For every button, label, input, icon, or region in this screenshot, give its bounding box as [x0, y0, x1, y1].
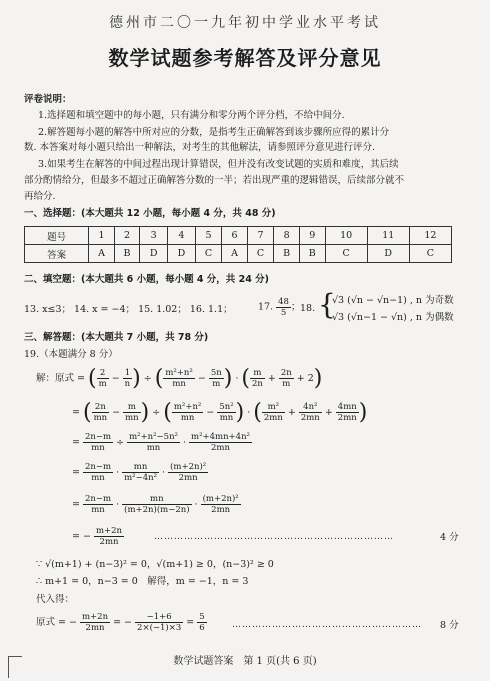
table-row-label: 题号 — [25, 227, 89, 245]
note-2a: 2.解答题每小题的解答中所对应的分数，是指考生正确解答到该步骤所应得的累计分 — [38, 127, 390, 138]
table-cell: C — [409, 245, 451, 263]
substitute-label: 代入得： — [36, 594, 75, 605]
table-row-label: 答案 — [25, 245, 89, 263]
table-cell: 3 — [140, 227, 168, 245]
table-cell: 12 — [409, 227, 451, 245]
fraction — [276, 297, 291, 318]
answer-14: 14. x = −4； — [74, 304, 136, 315]
final-step: 原式 = − $\frac{m+2n}{2mn}$ = − $\frac{-1+6}{2\times(-1)\times 3}$ = $\frac{5}{6}$ — [36, 612, 205, 633]
fill-answers — [24, 303, 233, 317]
table-cell: 10 — [325, 227, 367, 245]
dot-leader: ………………………………………………… — [232, 620, 422, 630]
answer-17 — [258, 297, 300, 318]
solution-label: 解：原式 = — [36, 373, 85, 384]
note-2b: 数. 本答案对每小题只给出一种解法，对考生的其他解法，请参照评分意见进行评分. — [24, 142, 376, 153]
exam-header: 德州市二〇一九年初中学业水平考试 — [109, 15, 381, 31]
condition-1: ∵ √(m+1) + (n−3)² = 0，√(m+1) ≥ 0，(n−3)² ≥ 0 — [36, 559, 274, 570]
solution-step-5: = $\frac{2n-m}{mn}$ · $\frac{mn}{(m+2n)(m-2n)}$ · $\frac{\text{(m+2n)²}}{2mn}$ — [72, 494, 239, 515]
table-cell: B — [299, 245, 325, 263]
table-cell: C — [325, 245, 367, 263]
answer-table — [24, 226, 452, 263]
table-cell: D — [168, 245, 196, 263]
solution-step-1: 解：原式 = ( $\frac{2}{m}$ − $\frac{1}{n}$ ) ÷ ( $\frac{\text{m²+n²}}{mn}$ − $\frac{5n}{m}$ ) · ( $\frac{m}{2n}$ + $\frac{2n}{m}$ + 2) — [36, 366, 323, 391]
table-cell: C — [195, 245, 222, 263]
dot-leader: ……………………………………………………………… — [154, 532, 394, 542]
answer-15: 15. 1.02； — [138, 304, 187, 315]
answer-13: 13. x≤3； — [24, 304, 71, 315]
note-3b: 部分酌情给分，但最多不超过正确解答分数的一半；若出现严重的逻辑错误，后续部分就不 — [24, 175, 405, 186]
answer-18-line1: √3 (√n − √n−1) , n 为奇数 — [332, 295, 454, 306]
denominator: 5 — [280, 308, 287, 318]
section1-heading: 一、选择题：(本大题共 12 小题，每小题 4 分，共 48 分) — [24, 208, 276, 219]
table-cell: 11 — [367, 227, 409, 245]
table-cell: 4 — [168, 227, 196, 245]
answer-16: 16. 1.1； — [189, 304, 233, 315]
solution-step-4: = $\frac{2n-m}{mn}$ · $\frac{mn}{\text{m²−4n²}}$ · $\frac{\text{(m+2n)²}}{2mn}$ — [72, 462, 207, 483]
table-cell: B — [274, 245, 300, 263]
table-cell: A — [89, 245, 114, 263]
table-cell: 2 — [114, 227, 140, 245]
final-label: 原式 = — [36, 617, 66, 628]
separator: ； — [290, 301, 301, 313]
table-cell: 5 — [195, 227, 222, 245]
answer-18-label: 18. — [300, 303, 316, 314]
answer-17-label: 17. — [258, 301, 274, 313]
section3-heading: 三、解答题：(本大题共 7 小题，共 78 分) — [24, 332, 209, 343]
score-8: 8 分 — [440, 620, 459, 631]
page-footer: 数学试题答案 第 1 页(共 6 页) — [173, 656, 317, 667]
table-cell: 8 — [274, 227, 300, 245]
note-3a: 3.如果考生在解答的中间过程出现计算错误，但并没有改变试题的实质和难度，其后续 — [38, 159, 399, 170]
table-cell: C — [247, 245, 274, 263]
solution-step-6: = − $\frac{m+2n}{2mn}$ — [72, 526, 123, 547]
solution-step-2: = ( $\frac{2n}{mn}$ − $\frac{m}{mn}$ ) ÷ ( $\frac{\text{m²+n²}}{mn}$ − $\frac{\text{5n²}}{mn}$ ) · ( $\frac{\text{m²}}{2mn}$ + $\frac{\text{4n²}}{2mn}$ + $\frac{4mn}{2mn}$ ) — [72, 400, 368, 425]
table-cell: 1 — [89, 227, 114, 245]
table-cell: D — [140, 245, 168, 263]
brace-symbol: { — [318, 288, 336, 321]
table-cell: 6 — [222, 227, 247, 245]
table-cell: B — [114, 245, 140, 263]
numerator: 48 — [278, 297, 289, 307]
note-3c: 再给分. — [24, 191, 56, 202]
table-row-numbers — [25, 227, 452, 245]
answer-18-line2: √3 (√n−1 − √n) , n 为偶数 — [332, 312, 454, 323]
note-1: 1.选择题和填空题中的每小题，只有满分和零分两个评分档，不给中间分. — [38, 110, 345, 121]
condition-2: ∴ m+1 = 0，n−3 = 0 解得，m = −1，n = 3 — [36, 576, 249, 587]
table-cell: 9 — [299, 227, 325, 245]
table-cell: A — [222, 245, 247, 263]
table-row-answers — [25, 245, 452, 263]
section2-heading: 二、填空题：(本大题共 6 小题，每小题 4 分，共 24 分) — [24, 274, 269, 285]
table-cell: D — [367, 245, 409, 263]
score-4: 4 分 — [440, 532, 459, 543]
table-cell: 7 — [247, 227, 274, 245]
question-19-title: 19.（本题满分 8 分） — [24, 349, 118, 360]
notes-heading: 评卷说明： — [24, 94, 72, 105]
solution-step-3: = $\frac{2n-m}{mn}$ ÷ $\frac{\text{m²+n²−5n²}}{mn}$ · $\frac{\text{m²+4mn+4n²}}{2mn}$ — [72, 432, 250, 453]
page-title: 数学试题参考解答及评分意见 — [108, 46, 382, 70]
crop-mark — [8, 656, 9, 678]
crop-mark — [8, 656, 22, 657]
